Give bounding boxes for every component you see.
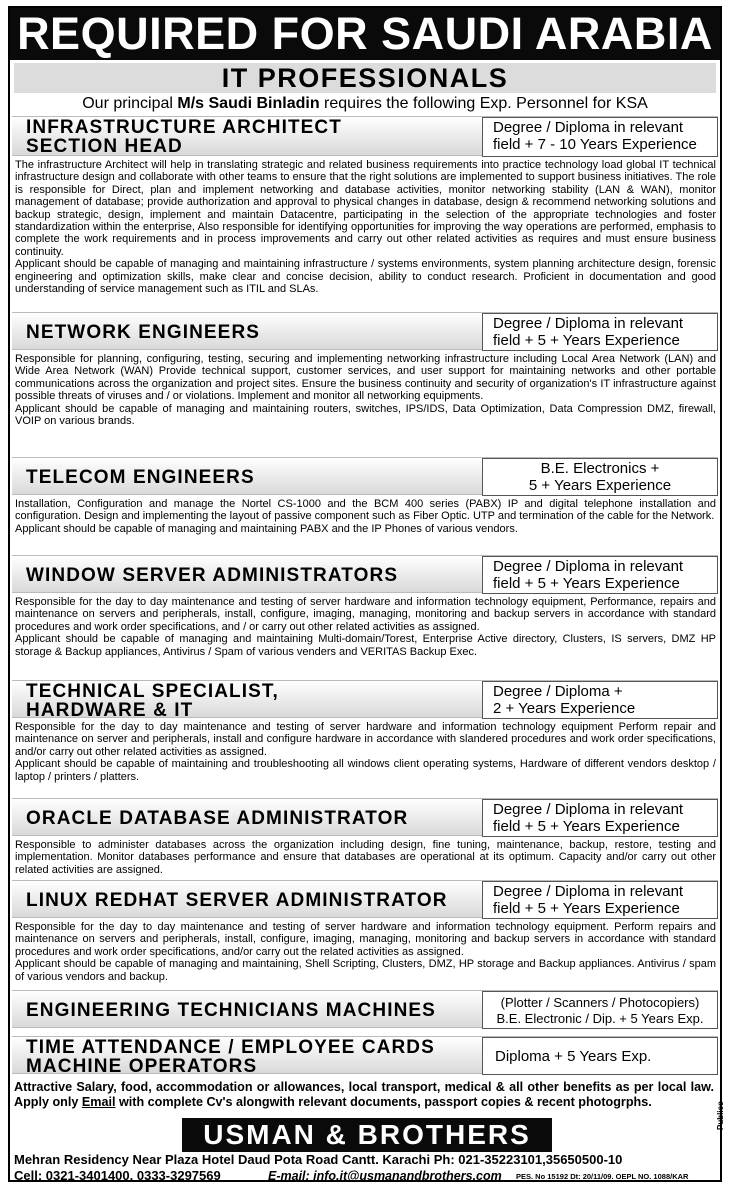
position-engineering-technicians [12,990,718,1028]
company-name: USMAN & BROTHERS [182,1118,552,1152]
company-address: Mehran Residency Near Plaza Hotel Daud Pota Road Cantt. Karachi Ph: 021-35223101,35650500-10 [14,1152,623,1167]
intro-pre: Our principal [82,95,178,112]
position-title: NETWORK ENGINEERS [26,322,261,343]
position-oracle-database-administrator [12,798,718,876]
intro-post: requires the following Exp. Personnel for KSA [319,95,648,112]
email-link[interactable]: Email [81,1095,116,1109]
position-header [12,1036,718,1077]
position-header [12,457,718,495]
position-infrastructure-architect [12,116,718,295]
position-telecom-engineers [12,457,718,535]
position-technical-specialist [12,680,718,783]
position-description: Responsible for the day to day maintenance and testing of server hardware and information technology equipment. Perform repairs and maintenance on servers and peripherals, install, configure, imaging, managing, monitoring and backup servers in accordance with standard procedures and work order specifications, and/or carry out the related activities as assigned. Applicant should be capable of managing and maintaining, Shell Scripting, Clusters, DMZ, HP storage and Backup appliances. Antivirus / spam of various vendors and backup. [15,921,716,983]
position-description: Responsible to administer databases across the organization including design, fine tuning, maintenance, backup, restore, testing and implementation. Monitor databases performance and ensure that databases are operational at its optimum. Capacity and/or carry out other related activities are assigned. [15,839,716,876]
qualification-box: (Plotter / Scanners / Photocopiers) B.E. Electronic / Dip. + 5 Years Exp. [482,991,718,1029]
position-network-engineers [12,312,718,427]
position-header [12,990,718,1028]
cell-numbers: Cell: 0321-3401400, 0333-3297569 [14,1168,221,1183]
position-header [12,680,718,721]
principal-name: M/s Saudi Binladin [177,95,320,112]
license-number: PES. No 15192 Dt: 20/11/09. OEPL NO. 1088/KAR [516,1172,689,1181]
position-header [12,312,718,350]
position-description: Responsible for the day to day maintenance and testing of server hardware and information technology equipment Perform repair and maintenance on server and peripherals, install and configure hardware in accordance with slandered procedures and work order specifications, and/or carry out other related activities as assigned. Applicant should be capable of maintaining and troubleshooting all windows client operating systems, Hardware of different vendors desktop / laptop / printers / platters. [15,721,716,783]
position-time-attendance-operators [12,1036,718,1077]
qualification-box: Degree / Diploma in relevant field + 5 + Years Experience [482,313,718,351]
position-title: WINDOW SERVER ADMINISTRATORS [26,565,399,586]
position-title: LINUX REDHAT SERVER ADMINISTRATOR [26,890,448,911]
position-header [12,555,718,593]
position-title: ORACLE DATABASE ADMINISTRATOR [26,808,409,829]
position-window-server-administrators [12,555,718,658]
qualification-box: Diploma + 5 Years Exp. [482,1037,718,1075]
main-title: REQUIRED FOR SAUDI ARABIA [10,8,720,60]
advertisement-page [8,6,722,1182]
qualification-box: B.E. Electronics + 5 + Years Experience [482,458,718,496]
qualification-box: Degree / Diploma in relevant field + 5 + Years Experience [482,799,718,837]
position-description: Installation, Configuration and manage the Nortel CS-1000 and the BCM 400 series (PABX) IP and digital telephone installation and configuration. Design and implementing the layout of passive component such as Fiber Optic. UTP and termination of the cable for the Network. Applicant should be capable of managing and maintaining PABX and the IP Phones of various vendors. [15,498,716,535]
position-description: Responsible for planning, configuring, testing, securing and implementing networking infrastructure including Local Area Network (LAN) and Wide Area Network (WAN) Provide technical support, customer services, and user support for maintaining networks and other portable communications across the organization and project sites. Ensure the business continuity and security of organization's IT infrastructure against possible threats of viruses and / or violations. Implement and monitor all networking equipments. Applicant should be capable of managing and maintaining routers, switches, IPS/IDS, Data Optimization, Data Compression DMZ, firewall, VOIP on various brands. [15,353,716,428]
benefits-text: Attractive Salary, food, accommodation or allowances, local transport, medical & all other benefits as per local law. Apply only Email with complete Cv's alongwith relevant documents, passport copies & recent photogrphs. [14,1080,714,1109]
position-title: TECHNICAL SPECIALIST, HARDWARE & IT [26,681,279,721]
intro-line [10,95,720,113]
position-header [12,880,718,918]
position-title: TIME ATTENDANCE / EMPLOYEE CARDS MACHINE OPERATORS [26,1037,435,1077]
qualification-box: Degree / Diploma + 2 + Years Experience [482,681,718,719]
contact-email[interactable]: E-mail: info.it@usmanandbrothers.com [268,1169,502,1183]
position-description: Responsible for the day to day maintenance and testing of server hardware and information technology equipment, Performance, repairs and maintenance on servers and peripherals, install, configure, imaging, managing, monitoring and backup servers in accordance with standard procedures and work order specifications, and / or carry out other related activities as assigned. Applicant should be capable of managing and maintaining Multi-domain/Torest, Enterprise Active directory, Clusters, IS servers, DMZ HP storage & Backup appliances, Antivirus / Spam of various venders and VERITAS Backup Exec. [15,596,716,658]
position-title: ENGINEERING TECHNICIANS MACHINES [26,1000,436,1021]
position-linux-redhat-server-administrator [12,880,718,983]
position-header [12,798,718,836]
position-header [12,116,718,156]
qualification-box: Degree / Diploma in relevant field + 7 - 10 Years Experience [482,117,718,157]
position-title: INFRASTRUCTURE ARCHITECT SECTION HEAD [26,117,342,157]
position-title: TELECOM ENGINEERS [26,467,255,488]
qualification-box: Degree / Diploma in relevant field + 5 + Years Experience [482,556,718,594]
position-description: The infrastructure Architect will help in translating strategic and related business requirements into practice technology load global IT technical infrastructure design and collaborate with other teams to ensure that the right solutions are implemented to support business initiatives. The role is responsible for Direct, plan and implement networking and database activities, monitor networking stability (LAN & WAN), monitor management of database; provide authorization and approval to physical changes in database, design & recommend networking solutions and backup strategic, design, implement and maintain Datacentre, participating in the selection of the appropriate technologies and foster standardization within the enterprise, Also responsible for identifying opportunities for improving the way operations are performed, emphasis to complete the work requirements and in process improvements and carry out other related activities as requires and must ensure business continuity. Applicant should be capable of managing and maintaining infrastructure / systems environments, system planning architecture design, forensic engineering and optimization skills, make clear and concise decision, ability to conduct research. Proficient in documentation and good understanding of service management such as ITIL and SLAs. [15,159,716,296]
subtitle: IT PROFESSIONALS [14,63,716,93]
publisher-label: Publico [716,1101,725,1130]
qualification-box: Degree / Diploma in relevant field + 5 + Years Experience [482,881,718,919]
